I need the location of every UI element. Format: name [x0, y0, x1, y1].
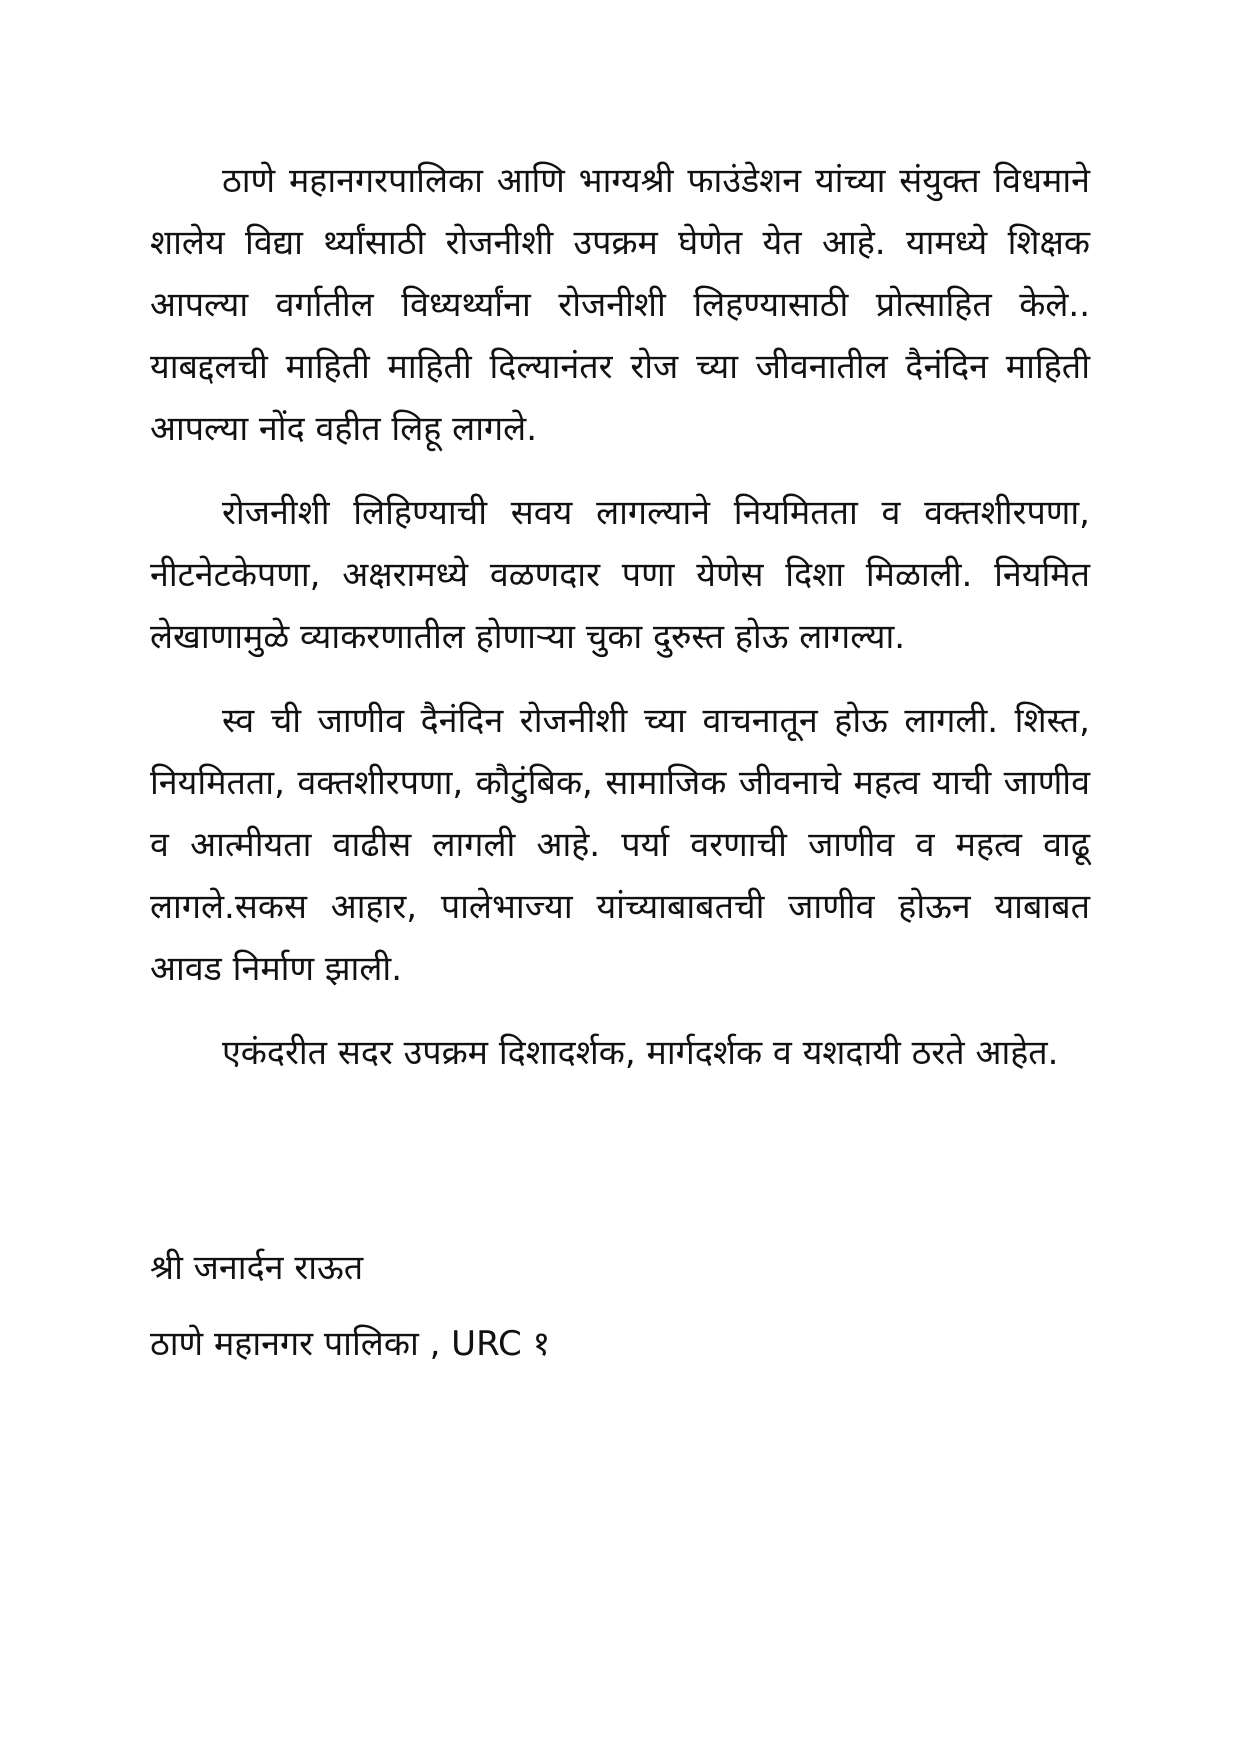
paragraph-conclusion: एकंदरीत सदर उपक्रम दिशादर्शक, मार्गदर्शक व यशदायी ठरते आहेत. [222, 1033, 1059, 1073]
paragraph-intro: ठाणे महानगरपालिका आणि भाग्यश्री फाउंडेशन यांच्या संयुक्त विधमाने शालेय विद्या र्थ्यांसाठी रोजनीशी उपक्रम घेणेत येत आहे. यामध्ये शिक्षक आपल्या वर्गातील विध्यर्थ्यांना रोजनीशी लिहण्यासाठी प्रोत्साहित केले.. याबद्दलची माहिती माहिती दिल्यानंतर रोज च्या जीवनातील दैनंदिन माहिती आपल्या नोंद वहीत लिहू लागले. [150, 161, 1090, 449]
signature-block [150, 1230, 1090, 1382]
document-body [150, 150, 1090, 1084]
signatory-organization: ठाणे महानगर पालिका , URC १ [150, 1324, 551, 1364]
paragraph-habit-benefits: रोजनीशी लिहिण्याची सवय लागल्याने नियमितता व वक्तशीरपणा, नीटनेटकेपणा, अक्षरामध्ये वळणदार पणा येणेस दिशा मिळाली. नियमित लेखाणामुळे व्याकरणातील होणाऱ्या चुका दुरुस्त होऊ लागल्या. [150, 493, 1090, 657]
paragraph-awareness: स्व ची जाणीव दैनंदिन रोजनीशी च्या वाचनातून होऊ लागली. शिस्त, नियमितता, वक्तशीरपणा, कौटुंबिक, सामाजिक जीवनाचे महत्व याची जाणीव व आत्मीयता वाढीस लागली आहे. पर्या वरणाची जाणीव व महत्व वाढू लागले.सकस आहार, पालेभाज्या यांच्याबाबतची जाणीव होऊन याबाबत आवड निर्माण झाली. [150, 701, 1090, 989]
signatory-name: श्री जनार्दन राऊत [150, 1248, 364, 1288]
